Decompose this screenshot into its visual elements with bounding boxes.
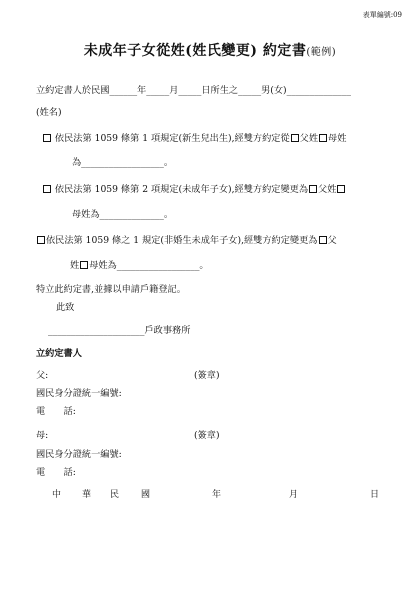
closing-statement: 特立此約定書,並據以申請戶籍登記。 bbox=[36, 284, 186, 295]
title-main: 未成年子女從姓(姓氏變更) 約定書 bbox=[83, 43, 307, 59]
option-3-father-label: 父 bbox=[327, 235, 337, 246]
mother-seal: (簽章) bbox=[194, 430, 220, 441]
intro-line: 立約定書人於民國______年_____月_____日所生之_____男(女)______________ bbox=[36, 85, 351, 96]
option-1-checkbox[interactable] bbox=[43, 134, 51, 142]
option-2-father-checkbox[interactable] bbox=[309, 185, 317, 193]
household-office: _____________________戶政事務所 bbox=[48, 325, 191, 336]
option-1-father-label: 父姓 bbox=[299, 133, 319, 144]
option-3-father-checkbox[interactable] bbox=[319, 236, 327, 244]
option-3-checkbox[interactable] bbox=[37, 236, 45, 244]
father-tel-label: 電 話: bbox=[36, 406, 76, 417]
father-label: 父: bbox=[36, 370, 49, 381]
mother-label: 母: bbox=[36, 430, 49, 441]
option-3-text: 依民法第 1059 條之 1 規定(非婚生未成年子女),經雙方約定變更為 bbox=[46, 235, 318, 246]
option-3-prefix: 姓 bbox=[70, 260, 80, 271]
date-char-guo: 國 bbox=[141, 490, 151, 500]
option-2 bbox=[42, 181, 346, 195]
option-3-line2 bbox=[70, 257, 209, 271]
father-id-label: 國民身分證統一編號: bbox=[36, 388, 122, 399]
option-1-line2: 為__________________。 bbox=[72, 157, 174, 168]
father-seal: (簽章) bbox=[194, 370, 220, 381]
mother-tel-label: 電 話: bbox=[36, 467, 76, 478]
title-sub: (範例) bbox=[306, 47, 337, 58]
option-1 bbox=[42, 130, 346, 144]
signers-heading: 立約定書人 bbox=[36, 348, 82, 359]
option-2-text: 依民法第 1059 條第 2 項規定(未成年子女),經雙方約定變更為 bbox=[54, 184, 309, 195]
option-1-father-checkbox[interactable] bbox=[291, 134, 299, 142]
date-char-hua: 華 bbox=[82, 490, 92, 500]
option-2-line2: 母姓為______________。 bbox=[72, 209, 174, 220]
closing-zhi: 此致 bbox=[56, 302, 75, 313]
mother-id-label: 國民身分證統一編號: bbox=[36, 449, 122, 460]
option-3 bbox=[36, 232, 337, 246]
date-month: 月 bbox=[289, 490, 299, 500]
date-day: 日 bbox=[370, 490, 380, 500]
option-2-mother-checkbox[interactable] bbox=[337, 185, 345, 193]
date-char-zhong: 中 bbox=[52, 490, 62, 500]
option-1-mother-label: 母姓 bbox=[328, 133, 347, 144]
date-year: 年 bbox=[212, 490, 222, 500]
option-3-mother-checkbox[interactable] bbox=[80, 261, 88, 269]
option-2-checkbox[interactable] bbox=[43, 185, 51, 193]
document-title bbox=[0, 40, 420, 60]
option-1-mother-checkbox[interactable] bbox=[319, 134, 327, 142]
option-1-text: 依民法第 1059 條第 1 項規定(新生兒出生),經雙方約定從 bbox=[54, 133, 290, 144]
intro-name-label: (姓名) bbox=[36, 107, 62, 118]
form-number: 表單編號:09 bbox=[362, 11, 402, 19]
date-char-min: 民 bbox=[110, 490, 120, 500]
option-3-mother-label: 母姓為__________________。 bbox=[89, 260, 209, 271]
option-2-father-label: 父姓 bbox=[318, 184, 337, 195]
